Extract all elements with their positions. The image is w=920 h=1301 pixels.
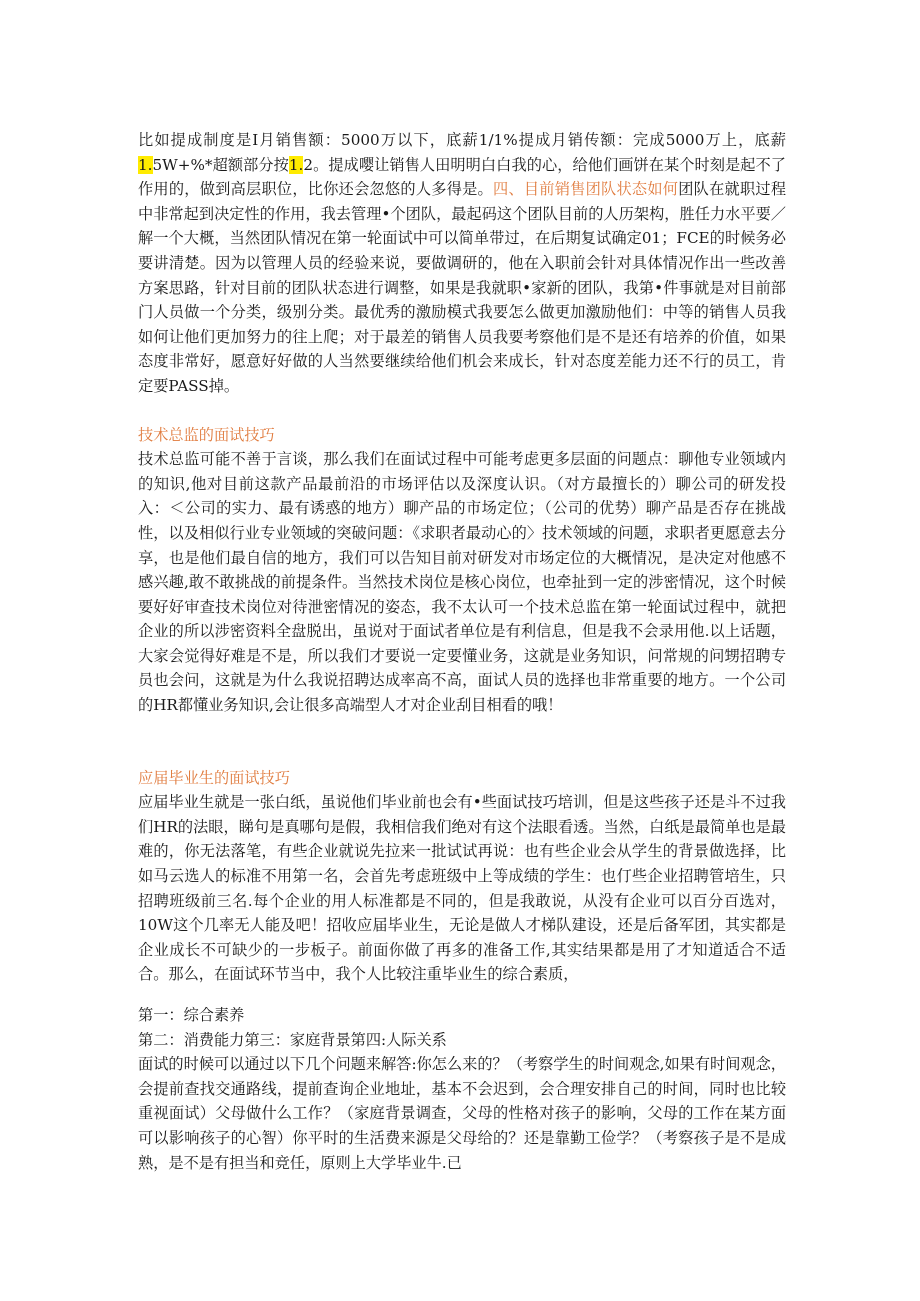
list-line-1: 第一：综合素养: [138, 1006, 245, 1024]
section-heading-tech-director: 技术总监的面试技巧: [138, 425, 275, 444]
document-page: [138, 128, 786, 1175]
text-run: 5W+%*超额部分按: [152, 155, 289, 174]
text-run: 团队在就职过程中非常起到决定性的作用，我去管理•个团队，最起码这个团队目前的人历架构，胜任力水平要／解一个大概，当然团队情况在第一轮面试中可以简单带过，在后期复试确定01；FCE的时候务必要讲清楚。因为以管理人员的经验来说，要做调研的，他在入职前会针对具体情况作出一些改善方案思路，针对目前的团队状态进行调整，如果是我就职•家新的团队，我第•件事就是对目前部门人员做一个分类，级别分类。最优秀的激励模式我要怎么做更加激励他们：中等的销售人员我如何让他们更加努力的往上爬；对于最差的销售人员我要考察他们是不是还有培养的价值，如果态度非常好，愿意好好做的人当然要继续给他们机会来成长，针对态度差能力还不行的员工，肯定要PASS掉。: [138, 180, 787, 395]
paragraph-interview-questions: 面试的时候可以通过以下几个问题来解答:你怎么来的？（考察学生的时间观念,如果有时间观念，会提前查找交通路线，提前查询企业地址，基本不会迟到，会合理安排自己的时间，同时也比较重视面试）父母做什么工作？（家庭背景调查，父母的性格对孩子的影响，父母的工作在某方面可以影响孩子的心智）你平时的生活费来源是父母给的？还是靠勤工俭学？（考察孩子是不是成熟，是不是有担当和竞任，原则上大学毕业牛.已: [138, 1055, 786, 1172]
list-line-2: 第二：消费能力第三：家庭背景第四:人际关系: [138, 1030, 447, 1049]
section-heading-graduates: 应届毕业生的面试技巧: [138, 768, 290, 787]
inline-section-heading: 四、目前销售团队状态如何: [493, 180, 679, 199]
text-run: 2。提成嘤让销售人田明明白白我的心，给他们画饼在某个时刻是起不了作用的，做到高层职位，比你还会忽悠的人多得是。: [138, 155, 786, 199]
text-run: 比如提成制度是I月销售额：5000万以下，底薪1/1%提成月销传额：完成5000万上，底薪: [138, 131, 786, 149]
spacer: [138, 399, 786, 423]
paragraph-graduates: 应届毕业生就是一张白纸，虽说他们毕业前也会有•些面试技巧培训，但是这些孩子还是斗不过我们HR的法眼，睇句是真哪句是假，我相信我们绝对有这个法眼看透。当然，白纸是最简单也是最难的，你无法落笔，有些企业就说先拉来一批试试再说：也有些企业会从学生的背景做选择，比如马云选人的标准不用第一名，会首先考虑班级中上等成绩的学生：也仃些企业招聘管培生，只招聘班级前三名.每个企业的用人标准都是不同的，但是我敢说，从没有企业可以百分百选对，10W这个几率无人能及吧！招收应届毕业生，无论是做人才梯队建设，还是后备军团，其实都是企业成长不可缺少的一步板子。前面你做了再多的准备工作,其实结果都是用了才知道适合不适合。那么，在面试环节当中，我个人比较注重毕业生的综合素质，: [138, 793, 786, 984]
paragraph-sales-commission: [138, 128, 786, 399]
highlighted-text: 1.: [138, 155, 153, 174]
spacer: [138, 987, 786, 1003]
paragraph-tech-director: 技术总监可能不善于言谈，那么我们在面试过程中可能考虑更多层面的问题点：聊他专业领域内的知识,他对目前这款产品最前沿的市场评估以及深度认识。（对方最擅长的）聊公司的研发投入：＜公司的实力、最有诱惑的地方）聊产品的市场定位；（公司的优势）聊产品是否存在挑战性，以及相似行业专业领域的突破问题：《求职者最动心的〉技术领域的问题，求职者更愿意去分享，也是他们最自信的地方，我们可以告知目前对研发对市场定位的大概情况，是决定对他感不感兴趣,敢不敢挑战的前提条件。当然技术岗位是核心岗位，也牵扯到一定的涉密情况，这个时候要好好审查技术岗位对待泄密情况的姿态，我不太认可一个技术总监在第一轮面试过程中，就把企业的所以涉密资料全盘脱出，虽说对于面试者单位是有利信息，但是我不会录用他.以上话题，大家会觉得好难是不是，所以我们才要说一定要懂业务，这就是业务知识，问常规的问甥招聘专员也会问，这就是为什么我说招聘达成率高不高，面试人员的选择也非常重要的地方。一个公司的HR都懂业务知识,会让很多高端型人才对企业刮目相看的哦！: [138, 450, 786, 715]
spacer: [138, 718, 786, 766]
highlighted-text: 1.: [288, 155, 304, 174]
